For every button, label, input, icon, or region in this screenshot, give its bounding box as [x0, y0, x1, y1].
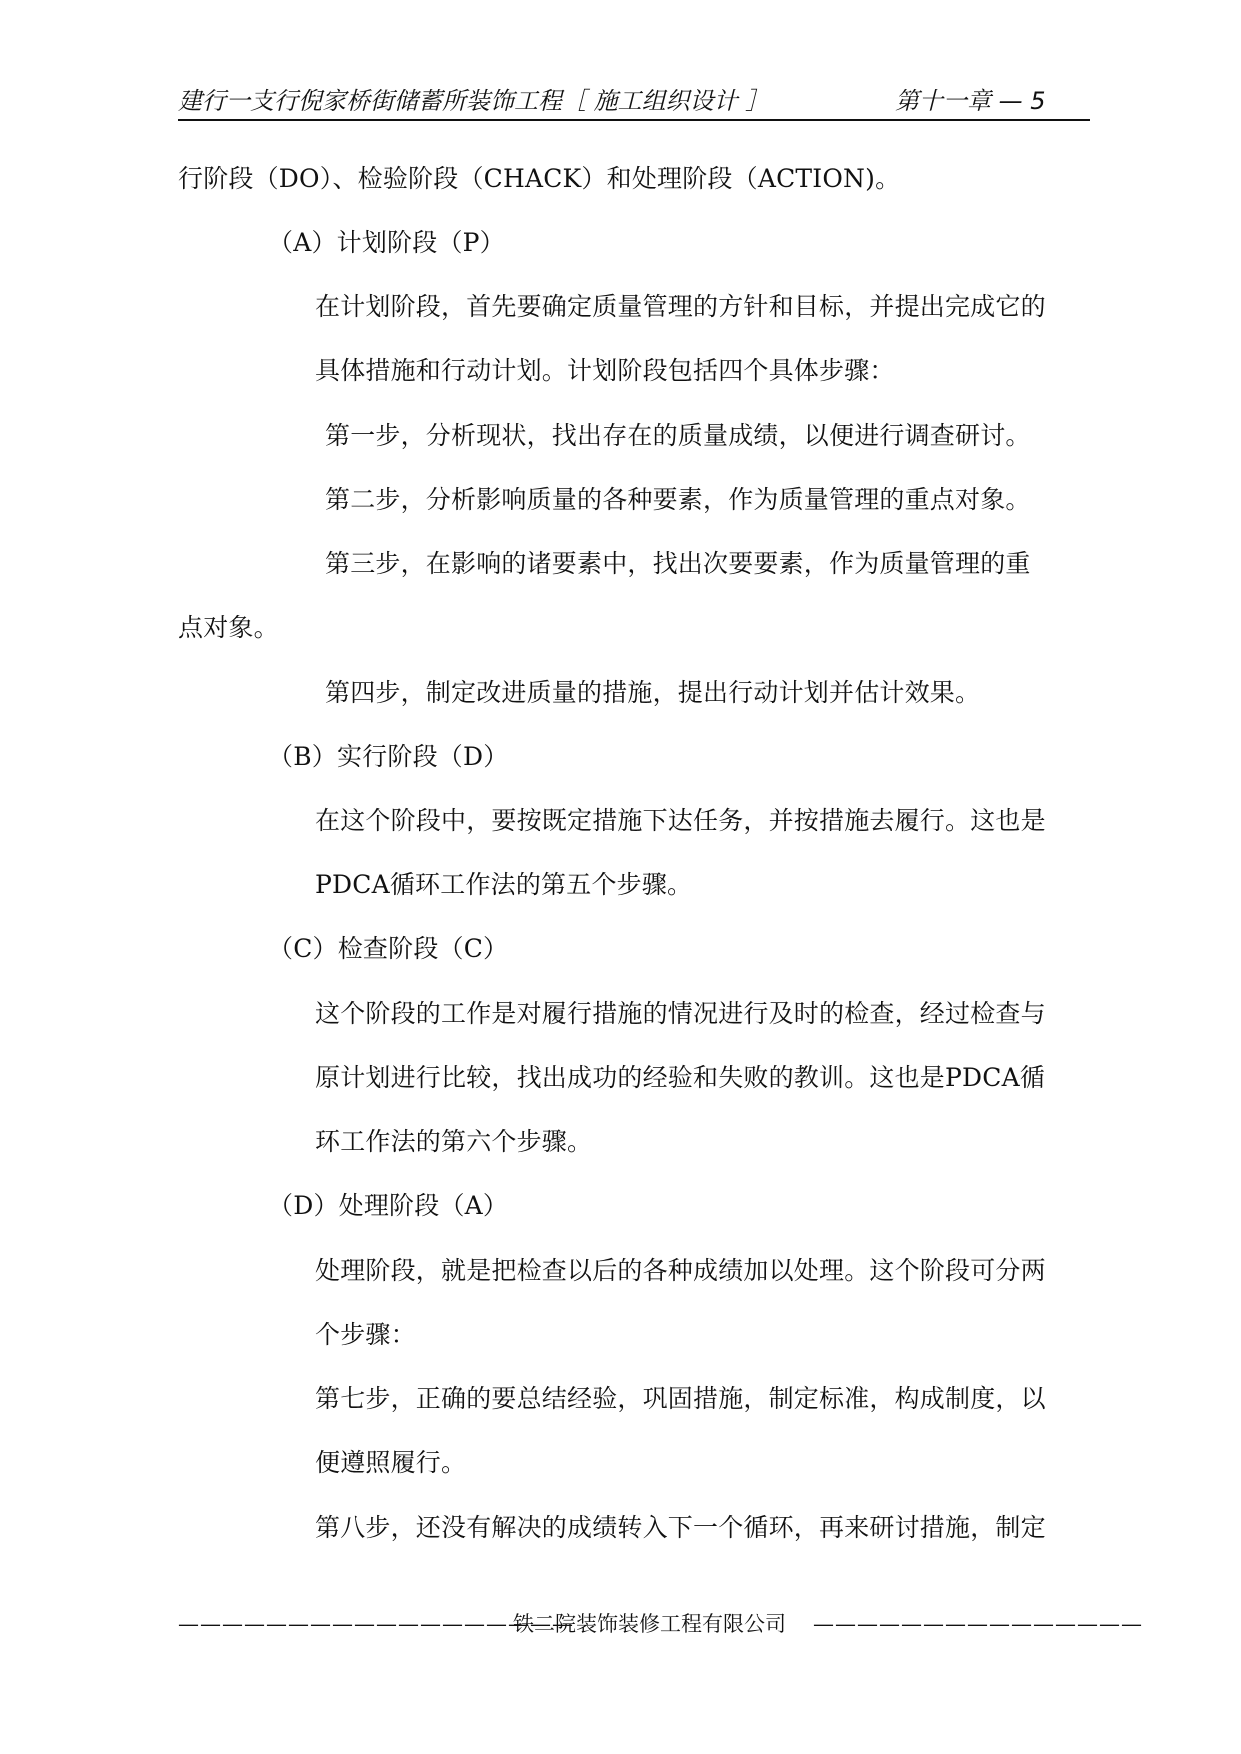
section-heading-a: （A）计划阶段（P） [268, 228, 505, 257]
step-line: 第二步，分析影响质量的各种要素，作为质量管理的重点对象。 [325, 485, 1031, 514]
footer-left-dashes: —————————————————— [178, 1612, 574, 1636]
body-line: 个步骤： [315, 1320, 416, 1349]
footer-right-dashes: ——————————————— [813, 1612, 1143, 1636]
footer-company: 铁二院装饰装修工程有限公司 [513, 1612, 786, 1636]
step-line: 第七步，正确的要总结经验，巩固措施，制定标准，构成制度，以 [315, 1384, 1046, 1413]
section-heading-c: （C）检查阶段（C） [268, 934, 509, 963]
step-line: 第一步，分析现状，找出存在的质量成绩，以便进行调查研讨。 [325, 421, 1031, 450]
header-title: 建行一支行倪家桥街储蓄所装饰工程［ 施工组织设计 ］ [178, 87, 770, 115]
page-footer [178, 1610, 1143, 1640]
body-line: 在这个阶段中，要按既定措施下达任务，并按措施去履行。这也是 [315, 806, 1046, 835]
body-line: 这个阶段的工作是对履行措施的情况进行及时的检查，经过检查与 [315, 999, 1046, 1028]
body-line: 原计划进行比较，找出成功的经验和失败的教训。这也是PDCA循 [315, 1063, 1046, 1092]
body-line: PDCA循环工作法的第五个步骤。 [315, 870, 693, 899]
body-line: 点对象。 [178, 613, 279, 642]
page-header [178, 86, 1090, 118]
section-heading-d: （D）处理阶段（A） [268, 1191, 509, 1220]
body-line: 在计划阶段，首先要确定质量管理的方针和目标，并提出完成它的 [315, 292, 1046, 321]
header-rule [178, 119, 1090, 121]
step-line: 第八步，还没有解决的成绩转入下一个循环，再来研讨措施，制定 [315, 1513, 1046, 1542]
body-line: 环工作法的第六个步骤。 [315, 1127, 593, 1156]
body-line: 行阶段（DO）、检验阶段（CHACK）和处理阶段（ACTION)。 [178, 164, 901, 193]
body-line: 处理阶段，就是把检查以后的各种成绩加以处理。这个阶段可分两 [315, 1256, 1046, 1285]
body-line: 便遵照履行。 [315, 1448, 467, 1477]
header-chapter: 第十一章 — 5 [895, 87, 1046, 115]
body-line: 具体措施和行动计划。计划阶段包括四个具体步骤： [315, 356, 895, 385]
section-heading-b: （B）实行阶段（D） [268, 742, 509, 771]
step-line: 第三步，在影响的诸要素中，找出次要要素，作为质量管理的重 [325, 549, 1031, 578]
step-line: 第四步，制定改进质量的措施，提出行动计划并估计效果。 [325, 678, 981, 707]
